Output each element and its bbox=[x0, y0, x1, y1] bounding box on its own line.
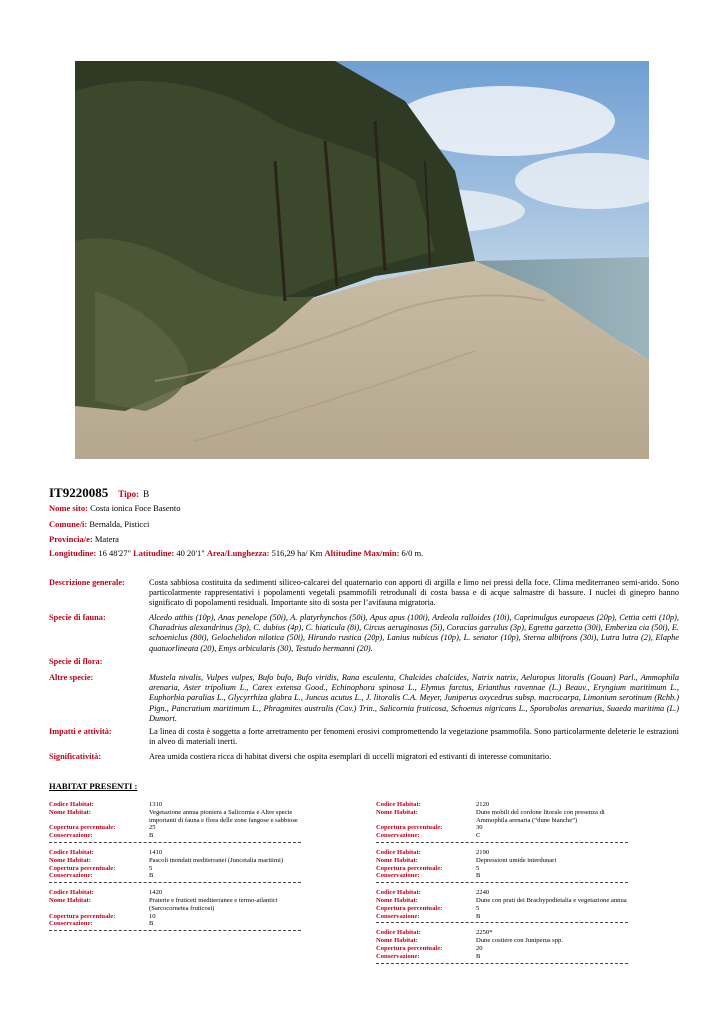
habitat-conservazione-row bbox=[49, 920, 301, 928]
habitat-copertura-value: 5 bbox=[149, 864, 153, 872]
habitat-copertura-label: Copertura percentuale: bbox=[49, 912, 116, 920]
habitat-copertura-row bbox=[376, 865, 628, 873]
habitat-codice-label: Codice Habitat: bbox=[49, 848, 94, 856]
habitat-conservazione-row bbox=[376, 832, 628, 840]
habitat-copertura-value: 20 bbox=[476, 944, 483, 952]
altre-label: Altre specie: bbox=[49, 673, 94, 682]
comuni-label: Comune/i: bbox=[49, 519, 88, 529]
habitat-nome-label: Nome Habitat: bbox=[376, 856, 418, 864]
habitat-copertura-label: Copertura percentuale: bbox=[376, 864, 443, 872]
habitat-conservazione-label: Conservazione: bbox=[376, 872, 420, 880]
habitat-codice-label: Codice Habitat: bbox=[49, 889, 94, 897]
habitat-conservazione-label: Conservazione: bbox=[376, 952, 420, 960]
habitat-nome-row bbox=[376, 897, 628, 905]
habitat-conservazione-value: B bbox=[149, 872, 154, 880]
habitat-nome-value: Vegetazione annua pioniera a Salicornia e Altre specie importanti di fauna e flora delle zone fangose e sabbiose bbox=[149, 808, 298, 824]
habitat-copertura-label: Copertura percentuale: bbox=[49, 824, 116, 832]
habitat-conservazione-value: B bbox=[476, 952, 481, 960]
habitat-conservazione-value: B bbox=[476, 872, 481, 880]
habitat-copertura-value: 30 bbox=[476, 824, 483, 832]
habitat-nome-label: Nome Habitat: bbox=[49, 808, 91, 816]
altitudine-label: Altitudine Max/min: bbox=[324, 548, 400, 558]
habitat-copertura-value: 10 bbox=[149, 912, 156, 920]
fauna-text: Alcedo atthis (10p), Anas penelope (50i), A. platyrhynchos (50i), Apus apus (100i), Ardeola ralloides (10i), Caprimulgus europaeus (20p), Cettia cetti (10p), Charadrius alexandrinus (3p), C. dubius (4p), C. hiaticula (8i), Circus aeruginosus (5i), Coracias garrulus (3p), Egretta garzetta (30i), Emberiza cia (50i), E. schoeniclus (80i), Gelochelidon nilotica (50i), Hirundo rustica (20p), Lanius nubicus (10p), L. senator (10p), Sterna albifrons (30i), Lutra lutra (2), Elaphe quatuorlineata (20), Emys orbicularis (30), Testudo hermanni (20). bbox=[149, 613, 679, 653]
habitat-codice-value: 1310 bbox=[149, 801, 163, 808]
habitat-copertura-value: 5 bbox=[476, 864, 480, 872]
habitat-nome-label: Nome Habitat: bbox=[376, 896, 418, 904]
site-photo bbox=[75, 61, 649, 459]
habitat-copertura-label: Copertura percentuale: bbox=[376, 824, 443, 832]
habitat-divider bbox=[376, 922, 628, 923]
habitat-nome-row bbox=[49, 809, 301, 825]
habitat-record bbox=[49, 849, 301, 883]
habitat-codice-row bbox=[376, 889, 628, 897]
habitat-conservazione-label: Conservazione: bbox=[49, 832, 93, 840]
habitat-copertura-label: Copertura percentuale: bbox=[49, 864, 116, 872]
habitat-copertura-row bbox=[376, 824, 628, 832]
habitat-title: HABITAT PRESENTI : bbox=[49, 781, 138, 791]
coordinates-row bbox=[49, 548, 423, 558]
area-value: 516,29 ha/ Km bbox=[271, 548, 323, 558]
habitat-nome-row bbox=[49, 857, 301, 865]
descrizione-text: Costa sabbiosa costituita da sedimenti siliceo-calcarei del quaternario con apporti di argilla e limo nei pressi della foce. Clima mediterraneo semi-arido. Sono particolarmente rappresentativi i popolamenti vegetali psammofili retrodunali di costa bassa e di acque salmastre di bassure. I nuclei di ginepro hanno significato di popolamenti residuali. Importante sito di sosta per l’avifauna migratoria. bbox=[149, 578, 679, 608]
habitat-codice-label: Codice Habitat: bbox=[376, 801, 421, 808]
provincia-label: Provincia/e: bbox=[49, 534, 93, 544]
habitat-copertura-row bbox=[376, 945, 628, 953]
nome-sito-value: Costa ionica Foce Basento bbox=[90, 503, 181, 513]
habitat-copertura-row bbox=[376, 905, 628, 913]
habitat-copertura-label: Copertura percentuale: bbox=[376, 904, 443, 912]
habitat-codice-row bbox=[49, 889, 301, 897]
habitat-nome-label: Nome Habitat: bbox=[376, 808, 418, 816]
site-header bbox=[49, 484, 149, 502]
latitudine-label: Latitudine: bbox=[133, 548, 175, 558]
habitat-nome-value: Dune con prati dei Brachypodietalia e vegetazione annua bbox=[476, 896, 627, 904]
habitat-conservazione-label: Conservazione: bbox=[376, 912, 420, 920]
habitat-conservazione-row bbox=[49, 872, 301, 880]
habitat-nome-row bbox=[376, 809, 628, 825]
altre-text: Mustela nivalis, Vulpes vulpes, Bufo bufo, Bufo viridis, Rana esculenta, Chalcides chalcides, Natrix natrix, Aeluropus litoralis (Gouan) Parl., Ammophila arenaria, Aster tripolium L., Carex extensa Good., Echinophora spinosa L., Elymus farctus, Erianthus ravennae (L.) Beauv., Eryngium maritimum L., Euphorbia paralias L., Glycyrrhiza glabra L., Juncus acutus L., J. litoralis C.A. Meyer, Juniperus oxycedrus subsp. macrocarpa, Limonium serotinum (Rchb.) Pign., Pancratium maritimum L., Phragmites australis (Cav.) Trin., Salicornia fruticosa, Schoenus nigricans L., Sporobolus arenarius, Suaeda maritima (L.) Dumort. bbox=[149, 673, 679, 723]
habitat-codice-label: Codice Habitat: bbox=[376, 889, 421, 897]
habitat-conservazione-value: C bbox=[476, 832, 481, 840]
habitat-codice-row bbox=[49, 849, 301, 857]
longitudine-value: 16 48'27" bbox=[98, 548, 132, 558]
habitat-codice-value: 2240 bbox=[476, 889, 490, 897]
descrizione-label: Descrizione generale: bbox=[49, 578, 125, 587]
habitat-codice-label: Codice Habitat: bbox=[376, 929, 421, 937]
habitat-nome-value: Pascoli inondati mediterranei (Juncetalia maritimi) bbox=[149, 856, 284, 864]
habitat-nome-label: Nome Habitat: bbox=[49, 896, 91, 904]
site-code: IT9220085 bbox=[49, 485, 109, 500]
impatti-label: Impatti e attività: bbox=[49, 727, 112, 736]
descrizione-section bbox=[49, 578, 679, 609]
habitat-nome-value: Dune mobili del cordone litorale con presenza di Ammophila arenaria (“dune bianche”) bbox=[476, 808, 605, 824]
habitat-conservazione-value: B bbox=[149, 920, 154, 928]
habitat-codice-row bbox=[376, 929, 628, 937]
habitat-codice-value: 1410 bbox=[149, 848, 163, 856]
habitat-copertura-row bbox=[49, 913, 301, 921]
habitat-nome-row bbox=[49, 897, 301, 913]
altre-section bbox=[49, 673, 679, 724]
significativita-label: Significatività: bbox=[49, 752, 102, 761]
significativita-text: Area umida costiera ricca di habitat diversi che ospita esemplari di uccelli migratori ed estivanti di interesse comunitario. bbox=[149, 752, 552, 761]
comuni-value: Bernalda, Pisticci bbox=[89, 519, 150, 529]
habitat-record bbox=[376, 929, 628, 963]
longitudine-label: Longitudine: bbox=[49, 548, 97, 558]
habitat-copertura-row bbox=[49, 824, 301, 832]
impatti-text: La linea di costa è soggetta a forte arretramento per fenomeni erosivi compromettendo la vegetazione psammofila. Sono particolarmente deleterie le estrazioni in alveo di materiali inerti. bbox=[149, 727, 679, 747]
habitat-codice-value: 2250* bbox=[476, 929, 493, 937]
habitat-conservazione-row bbox=[376, 872, 628, 880]
habitat-conservazione-row bbox=[49, 832, 301, 840]
nome-sito-label: Nome sito: bbox=[49, 503, 88, 513]
habitat-codice-label: Codice Habitat: bbox=[49, 801, 94, 808]
habitat-codice-value: 1420 bbox=[149, 889, 163, 897]
habitat-divider bbox=[376, 882, 628, 883]
latitudine-value: 40 20'1" bbox=[176, 548, 205, 558]
habitat-record bbox=[49, 801, 301, 843]
habitat-codice-value: 2190 bbox=[476, 848, 490, 856]
habitat-conservazione-value: B bbox=[149, 832, 154, 840]
significativita-section bbox=[49, 752, 679, 762]
impatti-section bbox=[49, 727, 679, 747]
habitat-codice-label: Codice Habitat: bbox=[376, 848, 421, 856]
comuni-row bbox=[49, 519, 149, 529]
habitat-nome-value: Praterie e fruticeti mediterranee e termo-atlantici (Sarcocornetea fruticosi) bbox=[149, 896, 278, 912]
nome-sito-row bbox=[49, 503, 181, 513]
tipo-label: Tipo: bbox=[118, 489, 140, 499]
habitat-record bbox=[49, 889, 301, 931]
habitat-conservazione-row bbox=[376, 953, 628, 961]
habitat-divider bbox=[376, 842, 628, 843]
habitat-conservazione-label: Conservazione: bbox=[49, 920, 93, 928]
fauna-label: Specie di fauna: bbox=[49, 613, 106, 622]
provincia-row bbox=[49, 534, 119, 544]
fauna-section bbox=[49, 613, 679, 654]
habitat-nome-value: Depressioni umide interdunari bbox=[476, 856, 557, 864]
habitat-copertura-value: 25 bbox=[149, 824, 156, 832]
habitat-column-right bbox=[376, 801, 628, 970]
provincia-value: Matera bbox=[94, 534, 119, 544]
habitat-copertura-label: Copertura percentuale: bbox=[376, 944, 443, 952]
flora-label: Specie di flora: bbox=[49, 657, 103, 666]
habitat-divider bbox=[49, 930, 301, 931]
habitat-record bbox=[376, 849, 628, 883]
habitat-nome-value: Dune costiere con Juniperus spp. bbox=[476, 937, 563, 945]
habitat-conservazione-label: Conservazione: bbox=[376, 832, 420, 840]
habitat-conservazione-row bbox=[376, 913, 628, 921]
tipo-value: B bbox=[143, 489, 150, 499]
habitat-column-left bbox=[49, 801, 301, 937]
habitat-nome-label: Nome Habitat: bbox=[376, 937, 418, 945]
habitat-divider bbox=[49, 842, 301, 843]
habitat-record bbox=[376, 801, 628, 843]
habitat-record bbox=[376, 889, 628, 923]
habitat-codice-row bbox=[376, 801, 628, 809]
habitat-nome-label: Nome Habitat: bbox=[49, 856, 91, 864]
habitat-copertura-value: 5 bbox=[476, 904, 480, 912]
altitudine-value: 6/0 m. bbox=[401, 548, 424, 558]
habitat-nome-row bbox=[376, 937, 628, 945]
habitat-codice-row bbox=[49, 801, 301, 809]
habitat-conservazione-value: B bbox=[476, 912, 481, 920]
area-label: Area/Lunghezza: bbox=[206, 548, 270, 558]
habitat-copertura-row bbox=[49, 865, 301, 873]
habitat-divider bbox=[376, 963, 628, 964]
habitat-divider bbox=[49, 882, 301, 883]
habitat-conservazione-label: Conservazione: bbox=[49, 872, 93, 880]
habitat-nome-row bbox=[376, 857, 628, 865]
habitat-codice-row bbox=[376, 849, 628, 857]
habitat-codice-value: 2120 bbox=[476, 801, 490, 808]
